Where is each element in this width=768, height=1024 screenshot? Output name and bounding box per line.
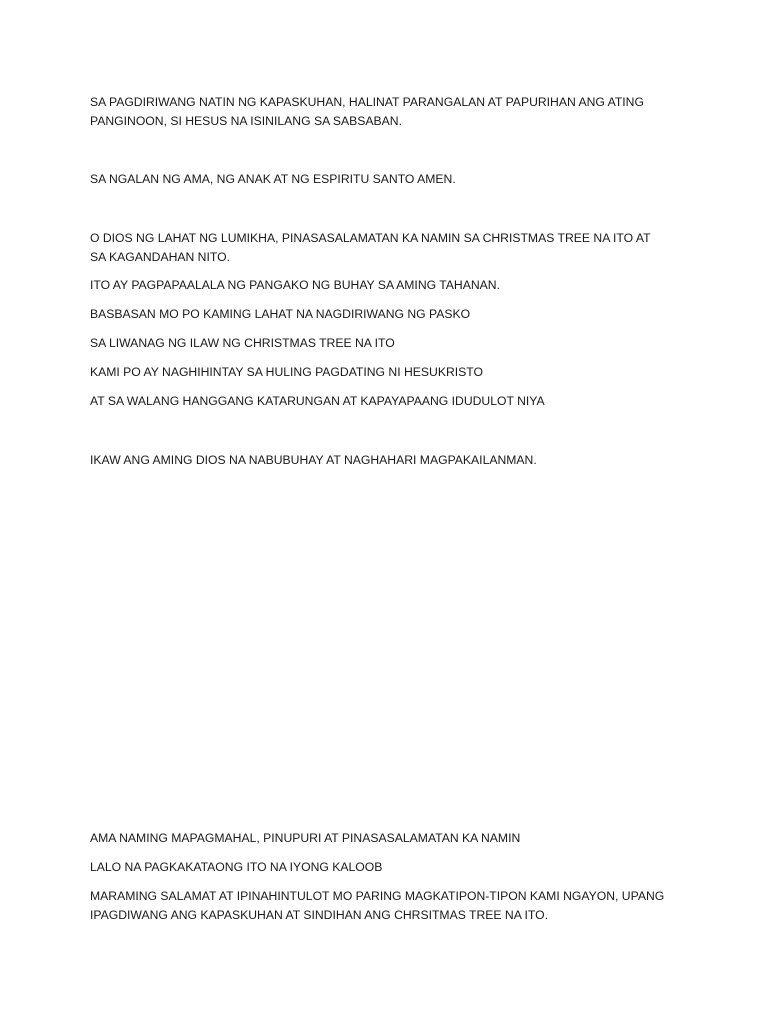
paragraph-gift-occasion: LALO NA PAGKAKATAONG ITO NA IYONG KALOOB: [90, 860, 383, 874]
paragraph-loving-father: AMA NAMING MAPAGMAHAL, PINUPURI AT PINASASALAMATAN KA NAMIN: [90, 831, 521, 845]
paragraph-thanksgiving: O DIOS NG LAHAT NG LUMIKHA, PINASASALAMATAN KA NAMIN SA CHRISTMAS TREE NA ITO AT SA KAGANDAHAN NITO.: [90, 231, 651, 264]
paragraph-doxology: IKAW ANG AMING DIOS NA NABUBUHAY AT NAGHAHARI MAGPAKAILANMAN.: [90, 453, 537, 467]
paragraph-blessing: BASBASAN MO PO KAMING LAHAT NA NAGDIRIWANG NG PASKO: [90, 307, 471, 321]
paragraph-gathering-thanks: MARAMING SALAMAT AT IPINAHINTULOT MO PARING MAGKATIPON-TIPON KAMI NGAYON, UPANG IPAGDIWANG ANG KAPASKUHAN AT SINDIHAN ANG CHRSITMAS TREE NA ITO.: [90, 889, 665, 922]
paragraph-sign-of-cross: SA NGALAN NG AMA, NG ANAK AT NG ESPIRITU SANTO AMEN.: [90, 172, 456, 186]
paragraph-promise-of-life: ITO AY PAGPAPAALALA NG PANGAKO NG BUHAY SA AMING TAHANAN.: [90, 278, 500, 292]
paragraph-light: SA LIWANAG NG ILAW NG CHRISTMAS TREE NA ITO: [90, 336, 395, 350]
paragraph-waiting: KAMI PO AY NAGHIHINTAY SA HULING PAGDATING NI HESUKRISTO: [90, 365, 484, 379]
paragraph-justice-peace: AT SA WALANG HANGGANG KATARUNGAN AT KAPAYAPAANG IDUDULOT NIYA: [90, 394, 545, 408]
paragraph-opening-invitation: SA PAGDIRIWANG NATIN NG KAPASKUHAN, HALINAT PARANGALAN AT PAPURIHAN ANG ATING PANGINOON, SI HESUS NA ISINILANG SA SABSABAN.: [90, 95, 644, 128]
